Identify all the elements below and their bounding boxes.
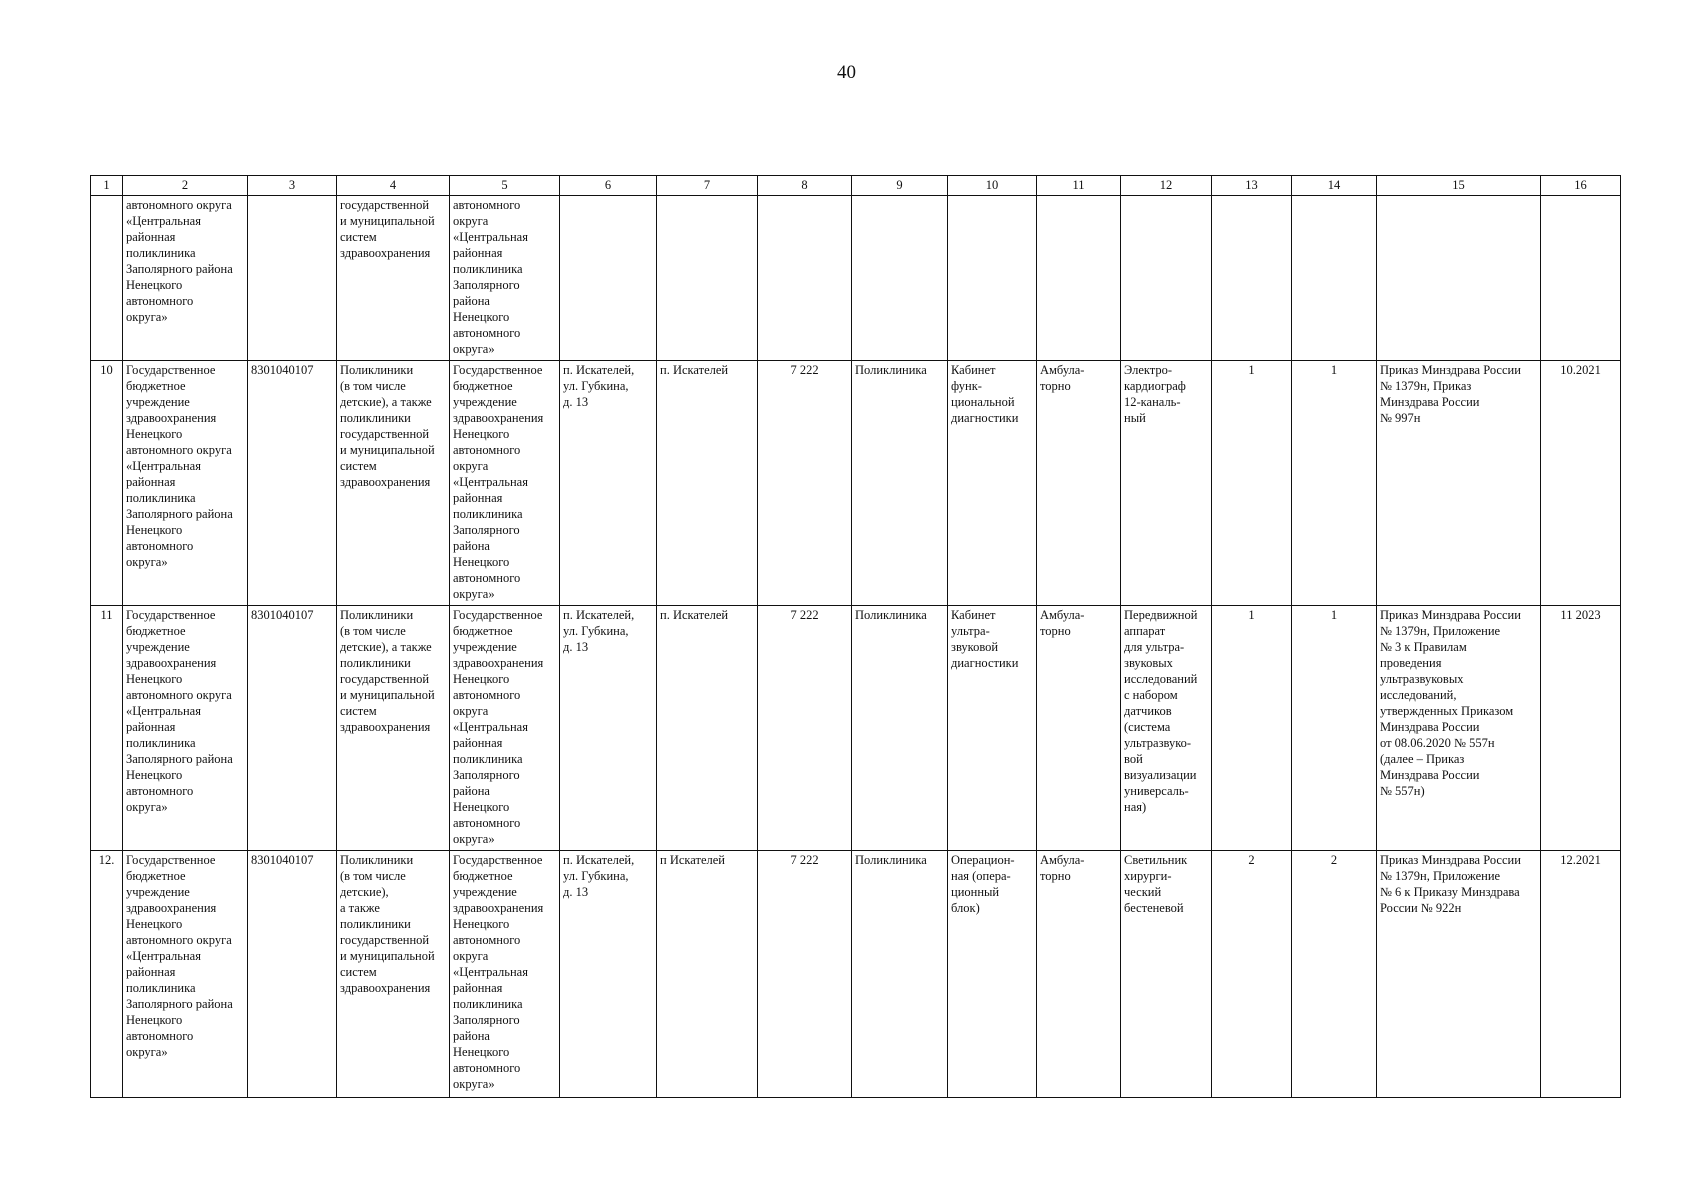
facility-cell: Поликлиника (852, 606, 948, 851)
locality-cell: п Искателей (657, 851, 758, 1098)
header-cell: 11 (1037, 176, 1121, 196)
date-cell: 10.2021 (1541, 361, 1621, 606)
org-name-cell: Государственное бюджетное учреждение здравоохранения Ненецкого автономного округа «Центральная районная поликлиника Заполярного района Ненецкого автономного округа» (453, 608, 544, 846)
code-cell: 8301040107 (248, 606, 337, 851)
header-cell: 2 (123, 176, 248, 196)
address-cell: п. Искателей, ул. Губкина, д. 13 (563, 608, 635, 654)
facility-cell: Поликлиника (852, 361, 948, 606)
equipment-cell: Светильник хирурги- ческий бестеневой (1124, 853, 1188, 915)
header-cell: 5 (450, 176, 560, 196)
facility-cell: Поликлиника (852, 851, 948, 1098)
unit-cell: Операцион- ная (опера- ционный блок) (951, 853, 1015, 915)
facility-type-cell: государственной и муниципальной систем здравоохранения (340, 198, 435, 260)
table-row (91, 851, 1621, 1098)
header-cell: 6 (560, 176, 657, 196)
facility-type-cell: Поликлиники (в том числе детские), а также поликлиники государственной и муниципальной систем здравоохранения (340, 608, 435, 734)
basis-cell: Приказ Минздрава России № 1379н, Приложение № 3 к Правилам проведения ультразвуковых исследований, утвержденных Приказом Минздрава России от 08.06.2020 № 557н (далее – Приказ Минздрава России № 557н) (1380, 608, 1521, 798)
table-row-continuation (91, 196, 1621, 361)
code-cell: 8301040107 (248, 851, 337, 1098)
header-cell: 1 (91, 176, 123, 196)
header-cell: 14 (1292, 176, 1377, 196)
mode-cell: Амбула- торно (1040, 363, 1085, 393)
address-cell: п. Искателей, ул. Губкина, д. 13 (563, 853, 635, 899)
org-name-cell: Государственное бюджетное учреждение здравоохранения Ненецкого автономного округа «Центральная районная поликлиника Заполярного района Ненецкого автономного округа» (126, 608, 233, 814)
unit-cell: Кабинет функ- циональной диагностики (951, 363, 1019, 425)
unit-cell: Кабинет ультра- звуковой диагностики (951, 608, 1019, 670)
equipment-cell: Электро- кардиограф 12-каналь- ный (1124, 363, 1186, 425)
header-row (91, 176, 1621, 196)
org-name-cell: Государственное бюджетное учреждение здравоохранения Ненецкого автономного округа «Центральная районная поликлиника Заполярного района Ненецкого автономного округа» (126, 363, 233, 569)
header-cell: 7 (657, 176, 758, 196)
header-cell: 10 (948, 176, 1037, 196)
mode-cell: Амбула- торно (1040, 853, 1085, 883)
org-name-cell: Государственное бюджетное учреждение здравоохранения Ненецкого автономного округа «Центральная районная поликлиника Заполярного района Ненецкого автономного округа» (453, 363, 544, 601)
locality-cell: п. Искателей (657, 361, 758, 606)
org-name-cell: Государственное бюджетное учреждение здравоохранения Ненецкого автономного округа «Центральная районная поликлиника Заполярного района Ненецкого автономного округа» (126, 853, 233, 1059)
quantity-cell: 1 (1212, 361, 1292, 606)
quantity-cell: 2 (1292, 851, 1377, 1098)
code-value-cell: 7 222 (758, 361, 852, 606)
header-cell: 4 (337, 176, 450, 196)
org-name-cell: автономного округа «Центральная районная поликлиника Заполярного района Ненецкого автономного округа» (126, 198, 233, 324)
facility-type-cell: Поликлиники (в том числе детские), а также поликлиники государственной и муниципальной систем здравоохранения (340, 853, 435, 995)
equipment-cell: Передвижной аппарат для ультра- звуковых исследований с набором датчиков (система ультразвуко- вой визуализации универсаль- ная) (1124, 608, 1198, 814)
org-name-cell: автономного округа «Центральная районная поликлиника Заполярного района Ненецкого автономного округа» (453, 198, 528, 356)
quantity-cell: 1 (1292, 361, 1377, 606)
code-value-cell: 7 222 (758, 606, 852, 851)
row-number: 10 (91, 361, 123, 606)
org-name-cell: Государственное бюджетное учреждение здравоохранения Ненецкого автономного округа «Центральная районная поликлиника Заполярного района Ненецкого автономного округа» (453, 853, 544, 1091)
table-row (91, 606, 1621, 851)
code-value-cell: 7 222 (758, 851, 852, 1098)
row-number: 12. (91, 851, 123, 1098)
facility-type-cell: Поликлиники (в том числе детские), а также поликлиники государственной и муниципальной систем здравоохранения (340, 363, 435, 489)
header-cell: 13 (1212, 176, 1292, 196)
quantity-cell: 2 (1212, 851, 1292, 1098)
header-cell: 12 (1121, 176, 1212, 196)
date-cell: 12.2021 (1541, 851, 1621, 1098)
header-cell: 16 (1541, 176, 1621, 196)
header-cell: 8 (758, 176, 852, 196)
date-cell: 11 2023 (1541, 606, 1621, 851)
code-cell: 8301040107 (248, 361, 337, 606)
locality-cell: п. Искателей (657, 606, 758, 851)
basis-cell: Приказ Минздрава России № 1379н, Приказ Минздрава России № 997н (1380, 363, 1521, 425)
header-cell: 9 (852, 176, 948, 196)
mode-cell: Амбула- торно (1040, 608, 1085, 638)
table-row (91, 361, 1621, 606)
quantity-cell: 1 (1292, 606, 1377, 851)
equipment-table (90, 175, 1621, 1098)
header-cell: 3 (248, 176, 337, 196)
row-number: 11 (91, 606, 123, 851)
quantity-cell: 1 (1212, 606, 1292, 851)
header-cell: 15 (1377, 176, 1541, 196)
basis-cell: Приказ Минздрава России № 1379н, Приложение № 6 к Приказу Минздрава России № 922н (1380, 853, 1521, 915)
page-number: 40 (837, 62, 856, 83)
address-cell: п. Искателей, ул. Губкина, д. 13 (563, 363, 635, 409)
